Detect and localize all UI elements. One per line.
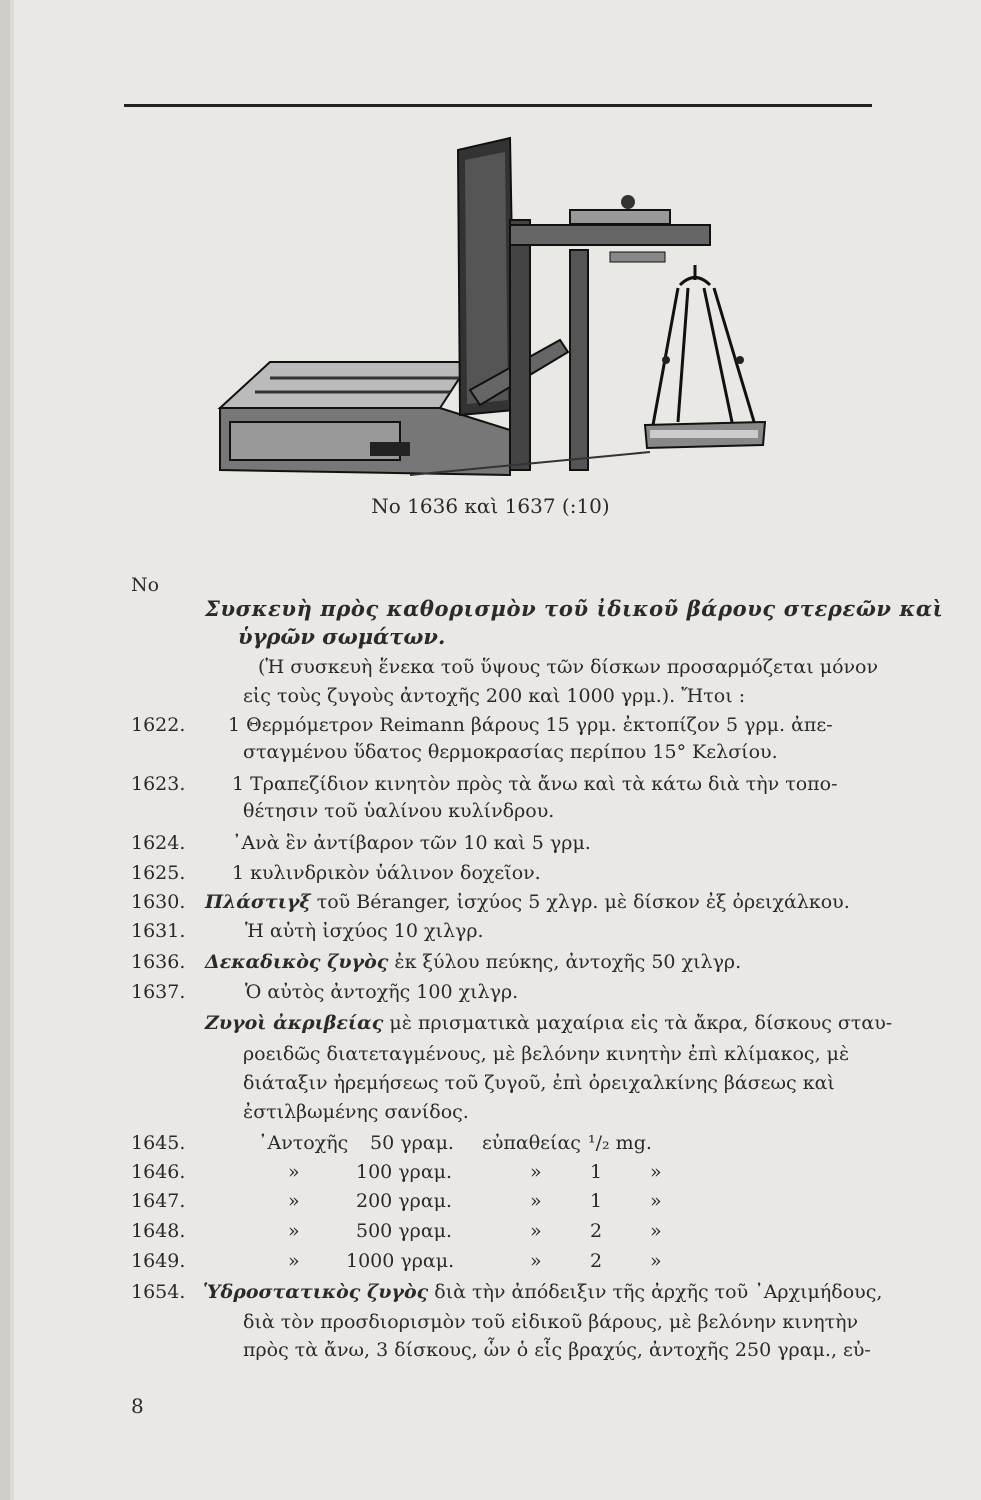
item-number: 1637. xyxy=(131,981,186,1003)
table-row-number: 1648. xyxy=(131,1220,186,1242)
table-cell-e: » xyxy=(650,1161,662,1183)
precision-line2: ροειδῶς διατεταγμένους, μὲ βελόνην κινητὴν ἐπὶ κλίμακος, μὲ xyxy=(243,1043,850,1065)
table-cell-b: 100 γραμ. xyxy=(356,1161,453,1183)
item-number: 1623. xyxy=(131,773,186,795)
precision-line3: διάταξιν ἠρεμήσεως τοῦ ζυγοῦ, ἐπὶ ὀρειχαλκίνης βάσεως καὶ xyxy=(243,1072,835,1094)
note-line1: (Ἡ συσκευὴ ἕνεκα τοῦ ὕψους τῶν δίσκων προσαρμόζεται μόνον xyxy=(258,656,879,678)
table-cell-c: εὐπαθείας xyxy=(482,1132,581,1154)
table-cell-d: 2 xyxy=(590,1250,603,1272)
table-cell-d: ¹/₂ mg. xyxy=(588,1132,652,1154)
item-number: 1631. xyxy=(131,920,186,942)
table-cell-c: » xyxy=(530,1220,542,1242)
hydro-line3: πρὸς τὰ ἄνω, 3 δίσκους, ὧν ὁ εἷς βραχύς, ἀντοχῆς 250 γραμ., εὐ- xyxy=(243,1339,871,1361)
item-number: 1622. xyxy=(131,714,186,736)
precision-bold-term: Ζυγοὶ ἀκριβείας xyxy=(205,1012,384,1034)
table-cell-b: 50 γραμ. xyxy=(370,1132,454,1154)
header-rule xyxy=(124,104,872,107)
table-cell-d: 1 xyxy=(590,1190,603,1212)
item-text xyxy=(205,950,741,974)
table-cell-b: 500 γραμ. xyxy=(356,1220,453,1242)
table-cell-c: » xyxy=(530,1161,542,1183)
table-cell-e: » xyxy=(650,1190,662,1212)
item-text xyxy=(205,890,850,914)
item-bold-term: Πλάστιγξ xyxy=(205,891,311,913)
item-number: 1654. xyxy=(131,1281,186,1303)
item-rest: Ἡ αὐτὴ ἰσχύος 10 χιλγρ. xyxy=(245,920,484,942)
section-title-line2: ὑγρῶν σωμάτων. xyxy=(238,624,446,649)
table-cell-a: » xyxy=(288,1220,300,1242)
note-line2: εἰς τοὺς ζυγοὺς ἀντοχῆς 200 καὶ 1000 γρμ.). Ἤτοι : xyxy=(243,685,746,707)
item-text: θέτησιν τοῦ ὑαλίνου κυλίνδρου. xyxy=(243,800,555,822)
precision-line4: ἐστιλβωμένης σανίδος. xyxy=(243,1101,469,1123)
item-text: 1 κυλινδρικὸν ὑάλινον δοχεῖον. xyxy=(232,862,541,884)
table-cell-a: » xyxy=(288,1190,300,1212)
item-text: 1 Τραπεζίδιον κινητὸν πρὸς τὰ ἄνω καὶ τὰ κάτω διὰ τὴν τοπο- xyxy=(232,773,838,795)
table-cell-d: 2 xyxy=(590,1220,603,1242)
table-row-number: 1647. xyxy=(131,1190,186,1212)
item-number: 1624. xyxy=(131,832,186,854)
item-number: 1625. xyxy=(131,862,186,884)
column-label: Νο xyxy=(131,574,160,596)
table-cell-a: ᾿Αντοχῆς xyxy=(258,1132,349,1154)
table-cell-d: 1 xyxy=(590,1161,603,1183)
table-cell-e: » xyxy=(650,1250,662,1272)
page-edge-shadow xyxy=(10,0,14,1500)
table-cell-e: » xyxy=(650,1220,662,1242)
item-rest: τοῦ Béranger, ἰσχύος 5 χλγρ. μὲ δίσκον ἐξ ὀρειχάλκου. xyxy=(310,891,850,913)
section-title-line1: Συσκευὴ πρὸς καθορισμὸν τοῦ ἰδικοῦ βάρους στερεῶν καὶ xyxy=(205,596,944,621)
page-edge xyxy=(0,0,10,1500)
table-cell-c: » xyxy=(530,1250,542,1272)
item-text: σταγμένου ὕδατος θερμοκρασίας περίπου 15° Κελσίου. xyxy=(243,741,778,763)
table-cell-b: 1000 γραμ. xyxy=(346,1250,455,1272)
table-cell-b: 200 γραμ. xyxy=(356,1190,453,1212)
hydro-line2: διὰ τὸν προσδιορισμὸν τοῦ εἰδικοῦ βάρους, μὲ βελόνην κινητὴν xyxy=(243,1311,859,1333)
hydro-line1 xyxy=(203,1280,882,1304)
item-rest: ἐκ ξύλου πεύκης, ἀντοχῆς 50 χιλγρ. xyxy=(388,951,742,973)
figure-caption: Νο 1636 καὶ 1637 (:10) xyxy=(371,494,610,518)
item-bold-term: Δεκαδικὸς ζυγὸς xyxy=(205,951,389,973)
precision-rest: μὲ πρισματικὰ μαχαίρια εἰς τὰ ἄκρα, δίσκους σταυ- xyxy=(383,1012,893,1034)
item-text: 1 Θερμόμετρον Reimann βάρους 15 γρμ. ἐκτοπίζον 5 γρμ. ἀπε- xyxy=(228,714,833,736)
table-row-number: 1649. xyxy=(131,1250,186,1272)
item-text: ᾿Ανὰ ἓν ἀντίβαρον τῶν 10 καὶ 5 γρμ. xyxy=(232,832,591,854)
item-number: 1636. xyxy=(131,951,186,973)
decimal-scale-illustration xyxy=(210,130,770,490)
table-cell-a: » xyxy=(288,1250,300,1272)
table-cell-a: » xyxy=(288,1161,300,1183)
item-number: 1630. xyxy=(131,891,186,913)
item-text xyxy=(245,919,484,943)
item-rest: Ὁ αὐτὸς ἀντοχῆς 100 χιλγρ. xyxy=(245,981,519,1003)
item-text xyxy=(245,980,518,1004)
table-row-number: 1646. xyxy=(131,1161,186,1183)
hydro-bold-term: Ὑδροστατικὸς ζυγὸς xyxy=(203,1281,429,1303)
precision-line1 xyxy=(205,1011,892,1035)
table-cell-c: » xyxy=(530,1190,542,1212)
table-row-number: 1645. xyxy=(131,1132,186,1154)
hydro-rest: διὰ τὴν ἀπόδειξιν τῆς ἀρχῆς τοῦ ᾿Αρχιμήδους, xyxy=(428,1281,883,1303)
page-number: 8 xyxy=(131,1394,144,1418)
